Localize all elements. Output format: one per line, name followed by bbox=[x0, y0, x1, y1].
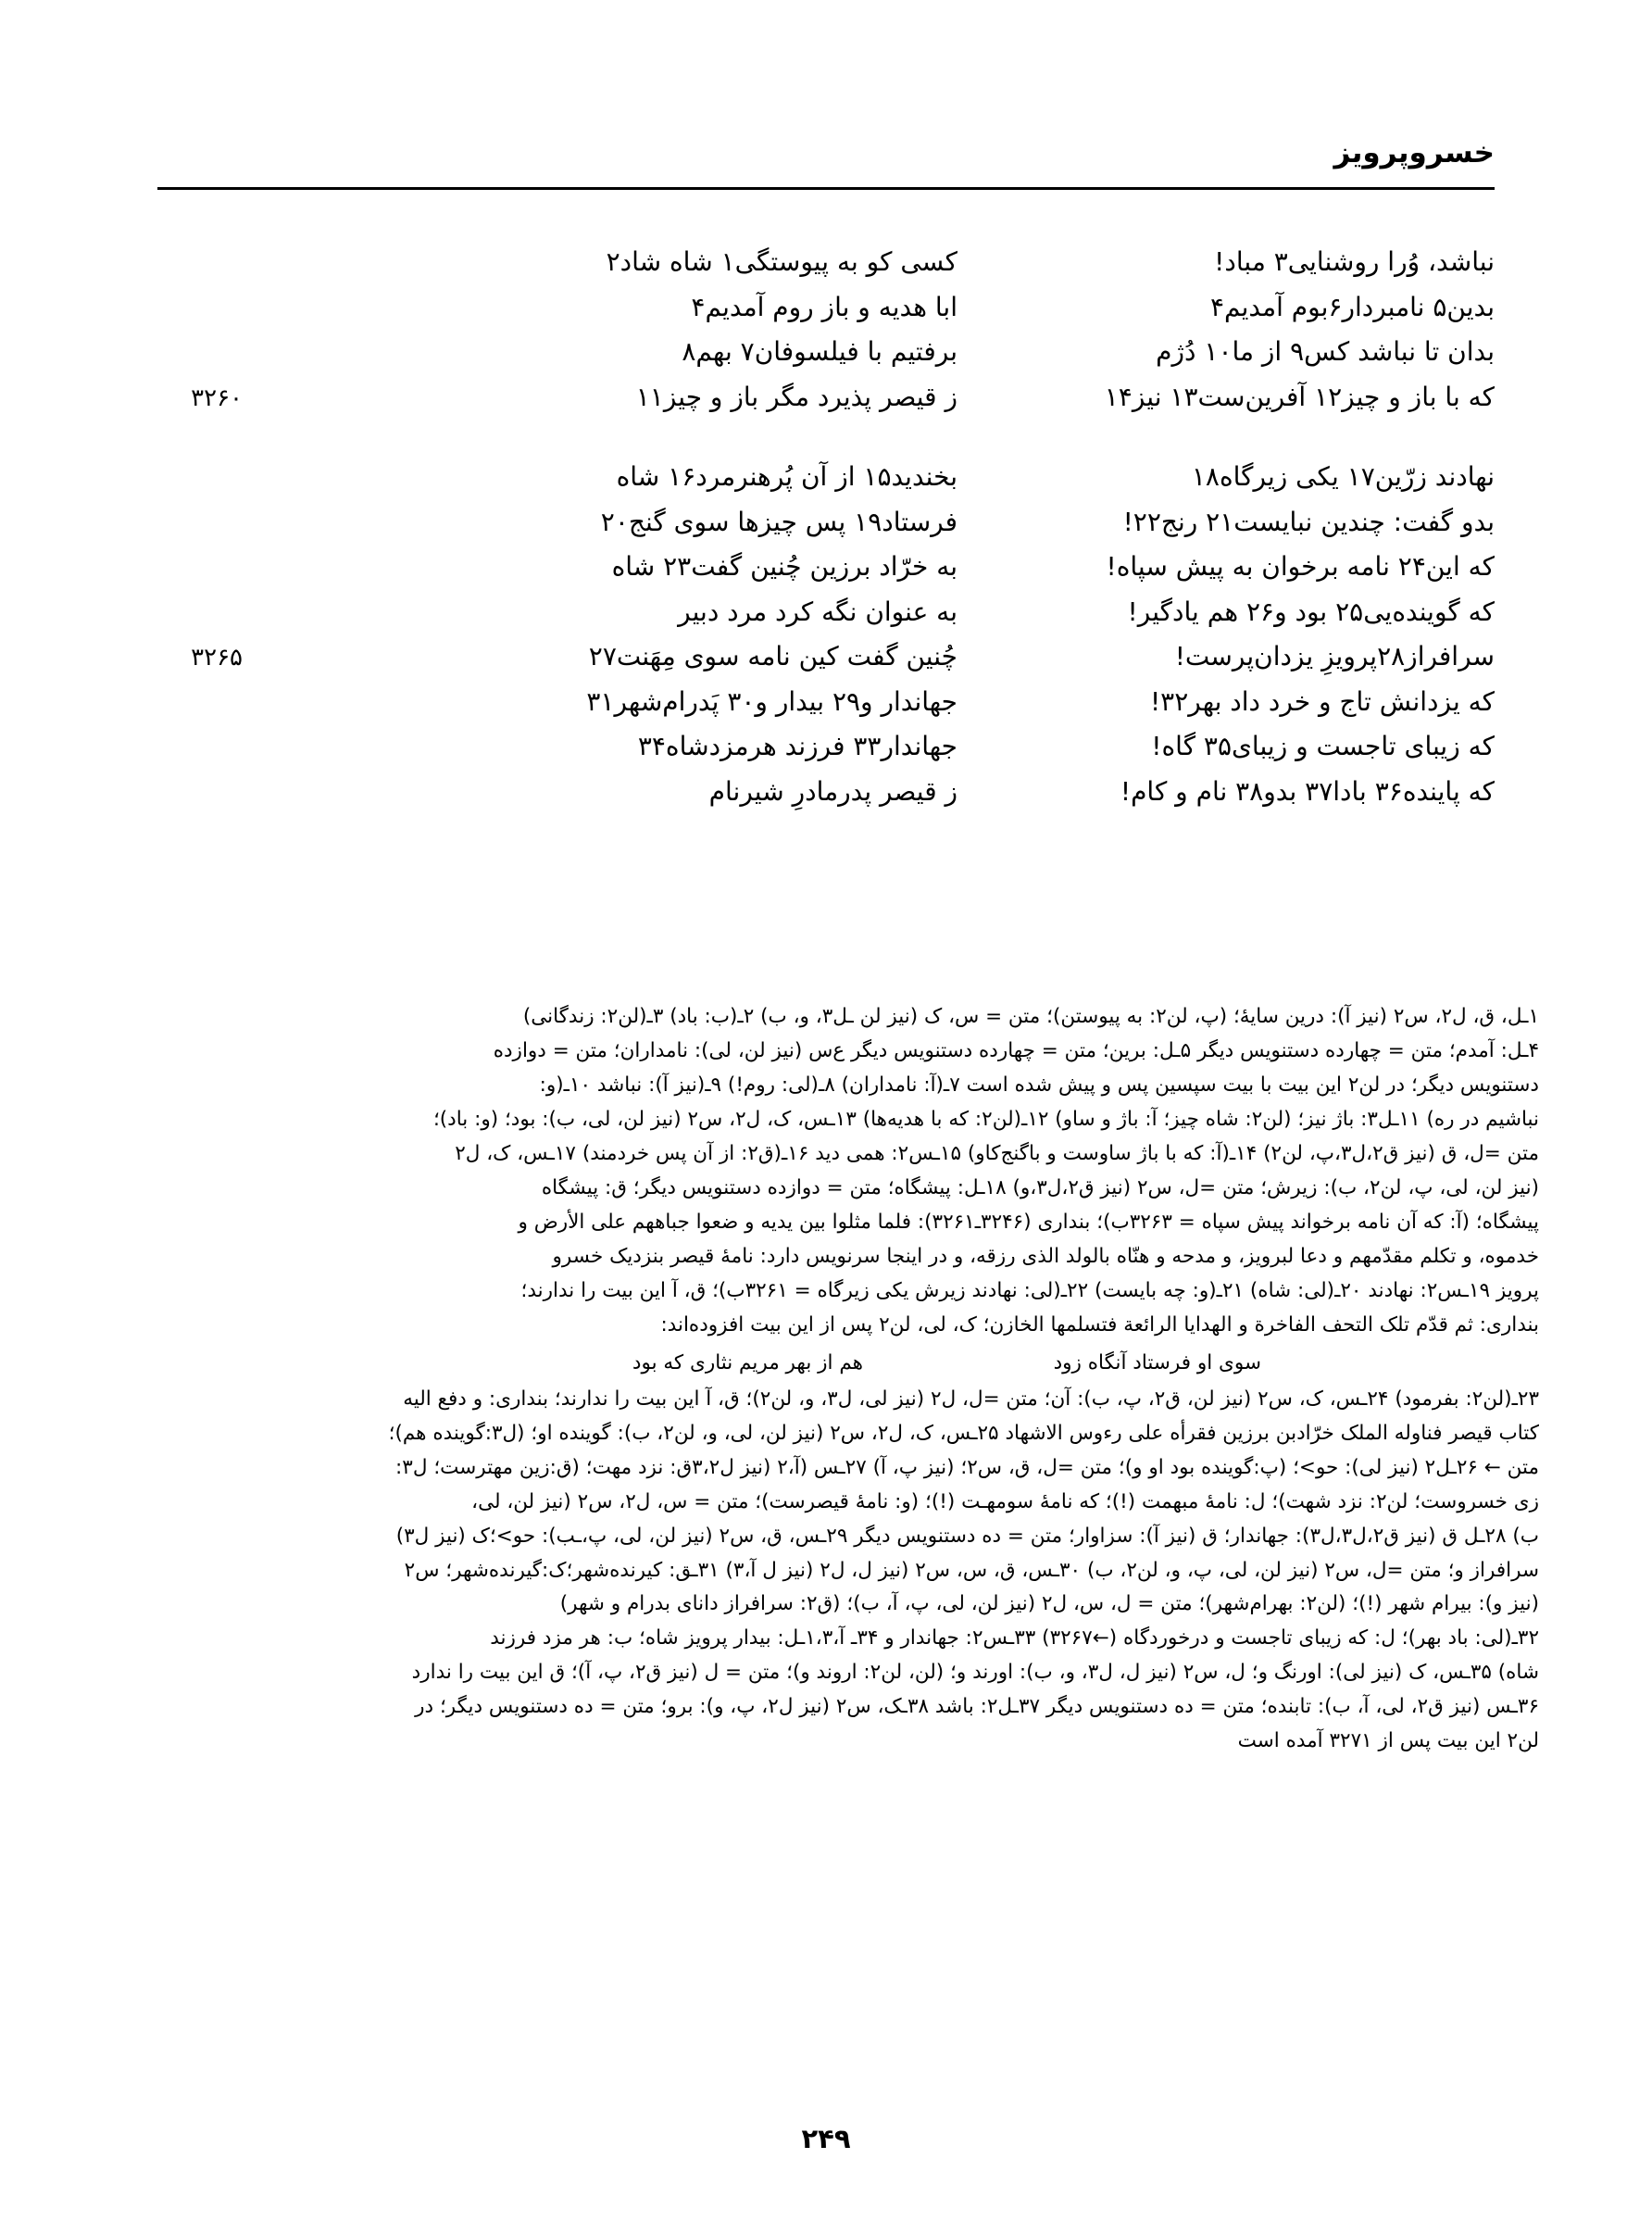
hemistich-right: جهاندار۳۳ فرزند هرمزدشاه۳۴ bbox=[637, 731, 957, 762]
apparatus-line: دستنویس دیگر؛ در لن۲ این بیت با بیت سپسین پس و پیش شده است ۷ـ(آ: نامداران) ۸ـ(لی: روم!) ۹ـ(نیز آ): نباشد ۱۰ـ(و: bbox=[539, 1073, 1539, 1097]
hemistich-right: ز قیصر پدرمادرِ شیرنام bbox=[708, 776, 957, 808]
apparatus-line: متن ← ۲۶ـل۲ (نیز لی): حو>؛ (پ:گوینده بود او و)؛ متن =ل، ق، س۲؛ (نیز پ، آ) ۲۷ـس (آ،۲ (نیز ل۳،۲ق: نزد مهت؛ (ق:زین مهترست؛ ل۳: bbox=[395, 1455, 1539, 1479]
apparatus-line: بنداری: ثم قدّم تلک التحف الفاخرة و الهدایا الرائعة فتسلمها الخازن؛ ک، لی، لن۲ پس از این بیت افزوده‌اند: bbox=[660, 1312, 1539, 1337]
running-head: خسروپرویز bbox=[1333, 136, 1495, 169]
hemistich-right: کسی کو به پیوستگی۱ شاه شاد۲ bbox=[606, 246, 957, 277]
hemistich-left: که گوینده‌یی۲۵ بود و۲۶ هم یادگیر! bbox=[1127, 596, 1495, 627]
verse-stanza bbox=[157, 458, 1495, 811]
hemistich-right: به خرّاد برزین چُنین گفت۲۳ شاه bbox=[611, 551, 957, 583]
hemistich-right: فرستاد۱۹ پس چیزها سوی گنج۲۰ bbox=[600, 506, 957, 537]
apparatus-line: ۳۲ـ(لی: باد بهر)؛ ل: که زیبای تاجست و درخوردگاه (←۳۲۶۷) ۳۳ـس۲: جهاندار و ۳۴ـ آ،۱،۳ـل: بیدار پرویز شاه؛ ب: هر مزد فرزند bbox=[490, 1626, 1539, 1650]
apparatus-line: پرویز ۱۹ـس۲: نهادند ۲۰ـ(لی: شاه) ۲۱ـ(و: چه بایست) ۲۲ـ(لی: نهادند زیرش یکی زیرگاه = ۳۲۶۱ب)؛ ق، آ این بیت را ندارند؛ bbox=[520, 1278, 1539, 1302]
apparatus-line: شاه) ۳۵ـس، ک (نیز لی): اورنگ و؛ ل، س۲ (نیز ل، ل۳، و، ب): اورند و؛ (لن، لن۲: اروند و)؛ متن = ل (نیز ق۲، پ، آ)؛ ق این بیت را ندارد bbox=[411, 1661, 1539, 1685]
apparatus-line: نباشیم در ره) ۱۱ـل۳: باژ نیز؛ (لن۲: شاه چیز؛ آ: باژ و ساو) ۱۲ـ(لن۲: که با هدیه‌ها) ۱۳ـس، ک، ل۲، س۲ (نیز لن، لی، ب): بود؛ (و: باد)؛ bbox=[432, 1107, 1539, 1131]
verse-line-number: ۳۲۶۰ bbox=[191, 383, 243, 412]
verse-line bbox=[157, 683, 1495, 722]
verse-line-number: ۳۲۶۵ bbox=[191, 644, 243, 672]
verse-line bbox=[157, 378, 1495, 418]
apparatus-line: کتاب قیصر فناوله الملک خرّاد‌بن برزین فقرأه علی رءوس الاشهاد ۲۵ـس، ک، ل۲، س۲ (نیز لن، لی، و، لن۲، ب): گوینده او؛ (ل۳:گوینده هم)؛ bbox=[388, 1421, 1539, 1445]
verse-stanza bbox=[157, 243, 1495, 417]
hemistich-left: که پاینده۳۶ بادا۳۷ بدو۳۸ نام و کام! bbox=[1120, 776, 1495, 808]
hemistich-right: ابا هدیه و باز روم آمدیم۴ bbox=[691, 291, 957, 322]
apparatus-line: ۲۳ـ(لن۲: بفرمود) ۲۴ـس، ک، س۲ (نیز لن، ق۲، پ، ب): آن؛ متن =ل، ل۲ (نیز لی، ل۳، و، لن۲)؛ ق، آ این بیت را ندارند؛ بنداری: و دفع الیه bbox=[403, 1387, 1539, 1411]
verse-line bbox=[157, 637, 1495, 677]
apparatus-line: متن =ل، ق (نیز ق۲،ل۳،پ، لن۲) ۱۴ـ(آ: که با باژ ساوست و باگنج‌کاو) ۱۵ـس۲: همی دید ۱۶ـ(ق۲: از آن پس خردمند) ۱۷ـس، ک، ل۲ bbox=[455, 1141, 1539, 1165]
apparatus-line: ۳۶ـس (نیز ق۲، لی، آ، ب): تابنده؛ متن = ده دستنویس دیگر ۳۷ـل۲: باشد ۳۸ـک، س۲ (نیز ل۲، پ، و): برو؛ متن = ده دستنویس دیگر؛ در bbox=[415, 1695, 1539, 1719]
verse-area bbox=[157, 243, 1495, 853]
page-header bbox=[157, 136, 1495, 206]
apparatus-line: ۴ـل: آمدم؛ متن = چهارده دستنویس دیگر ۵ـل: برین؛ متن = چهارده دستنویس دیگر ع‌س (نیز لن، لی): نامداران؛ متن = دوازده bbox=[493, 1038, 1539, 1062]
hemistich-left: که این۲۴ نامه برخوان به پیش سپاه! bbox=[1106, 551, 1495, 583]
apparatus-quoted-verse bbox=[113, 1347, 1539, 1381]
hemistich-left: بدو گفت: چندین نبایست۲۱ رنج۲۲! bbox=[1122, 506, 1495, 537]
verse-line bbox=[157, 727, 1495, 767]
quoted-hemistich-right: هم از بهر مریم نثاری که بود bbox=[632, 1350, 863, 1374]
apparatus-line: (نیز لن، لی، پ، لن۲، ب): زیرش؛ متن =ل، س۲ (نیز ق۲،ل۳،و) ۱۸ـل: پیشگاه؛ متن = دوازده دستنویس دیگر؛ ق: پیشگاه bbox=[541, 1175, 1539, 1199]
verse-line bbox=[157, 243, 1495, 282]
hemistich-right: چُنین گفت کین نامه سوی مِهَنت۲۷ bbox=[588, 641, 957, 672]
verse-line bbox=[157, 772, 1495, 812]
hemistich-left: که یزدانش تاج و خرد داد بهر۳۲! bbox=[1149, 685, 1495, 717]
hemistich-left: بدین۵ نامبردار۶بوم آمدیم۴ bbox=[1209, 291, 1495, 322]
hemistich-left: نهادند زرّین۱۷ یکی زیرگاه۱۸ bbox=[1191, 461, 1495, 493]
hemistich-left: که زیبای تاجست و زیبای۳۵ گاه! bbox=[1151, 731, 1495, 762]
hemistich-right: ز قیصر پذیرد مگر باز و چیز۱۱ bbox=[635, 381, 957, 412]
hemistich-left: بدان تا نباشد کس۹ از ما۱۰ دُژم bbox=[1156, 336, 1495, 368]
hemistich-left: که با باز و چیز۱۲ آفرین‌ست۱۳ نیز۱۴ bbox=[1104, 381, 1495, 412]
critical-apparatus bbox=[113, 1000, 1539, 1759]
apparatus-line: زی خسروست؛ لن۲: نزد شهت)؛ ل: نامهٔ مبهمت (!)؛ که نامهٔ سومهـت (!)؛ (و: نامهٔ قیصرست)؛ متن = س، ل۲، س۲ (نیز لن، لی، bbox=[471, 1489, 1539, 1513]
apparatus-final-line: لن۲ این بیت پس از ۳۲۷۱ آمده است bbox=[1237, 1729, 1539, 1753]
hemistich-right: بخندید۱۵ از آن پُرهنرمرد۱۶ شاه bbox=[616, 461, 957, 493]
hemistich-right: به عنوان نگه کرد مرد دبیر bbox=[678, 596, 957, 627]
verse-line bbox=[157, 333, 1495, 372]
hemistich-left: سرافراز۲۸پرویزِ یزدان‌پرست! bbox=[1174, 641, 1495, 672]
apparatus-line: پیشگاه؛ (آ: که آن نامه برخواند پیش سپاه = ۳۲۶۳ب)؛ بنداری (۳۲۴۶ـ۳۲۶۱): فلما مثلوا بین یدیه و ضعوا جباههم علی الأرض و bbox=[518, 1210, 1539, 1234]
apparatus-line: (نیز و): بیرام شهر (!)؛ (لن۲: بهرام‌شهر)؛ متن = ل، س، ل۲ (نیز لن، لی، پ، آ، ب)؛ (ق۲: سرافراز دانای بدرام و شهر) bbox=[559, 1592, 1539, 1616]
verse-line bbox=[157, 458, 1495, 497]
verse-line bbox=[157, 593, 1495, 633]
verse-line bbox=[157, 288, 1495, 328]
apparatus-line: سرافراز و؛ متن =ل، س۲ (نیز لن، لی، پ، و، لن۲، ب) ۳۰ـس، ق، س، س۲ (نیز ل، ل۲ (نیز ل آ،۳) ۳۱ـق: کیرنده‌شهر؛ک:گیرنده‌شهر؛ س۲ bbox=[404, 1558, 1539, 1582]
hemistich-right: جهاندار و۲۹ بیدار و۳۰ پَدرام‌شهر۳۱ bbox=[586, 685, 957, 717]
verse-line bbox=[157, 503, 1495, 543]
apparatus-line: خدموه، و تکلم مقدّمهم و دعا لبرویز، و مدحه و هنّاه بالولد الذی رزقه، و در اینجا سرنویس دارد: نامهٔ قیصر بنزدیک خسرو bbox=[552, 1244, 1539, 1268]
header-rule bbox=[157, 187, 1495, 190]
apparatus-line: ب) ۲۸ـل ق (نیز ق۲،ل۳،ل۳): جهاندار؛ ق (نیز آ): سزاوار؛ متن = ده دستنویس دیگر ۲۹ـس، ق، س۲ (نیز لن، لی، پ،ـب): حو>؛ک (نیز ل۳) bbox=[395, 1524, 1539, 1548]
hemistich-left: نباشد، وُرا روشنایی۳ مباد! bbox=[1214, 246, 1495, 277]
apparatus-line: ۱ـل، ق، ل۲، س۲ (نیز آ): درین سایهٔ؛ (پ، لن۲: به پیوستن)؛ متن = س، ک (نیز لن ـل۳، و، ب) ۲ـ(ب: باد) ۳ـ(لن۲: زندگانی) bbox=[522, 1005, 1539, 1028]
hemistich-right: برفتیم با فیلسوفان۷ بهم۸ bbox=[682, 336, 957, 368]
page-number: ۲۴۹ bbox=[801, 2123, 851, 2154]
quoted-hemistich-left: سوی او فرستاد آنگاه زود bbox=[1053, 1350, 1261, 1374]
verse-line bbox=[157, 547, 1495, 587]
